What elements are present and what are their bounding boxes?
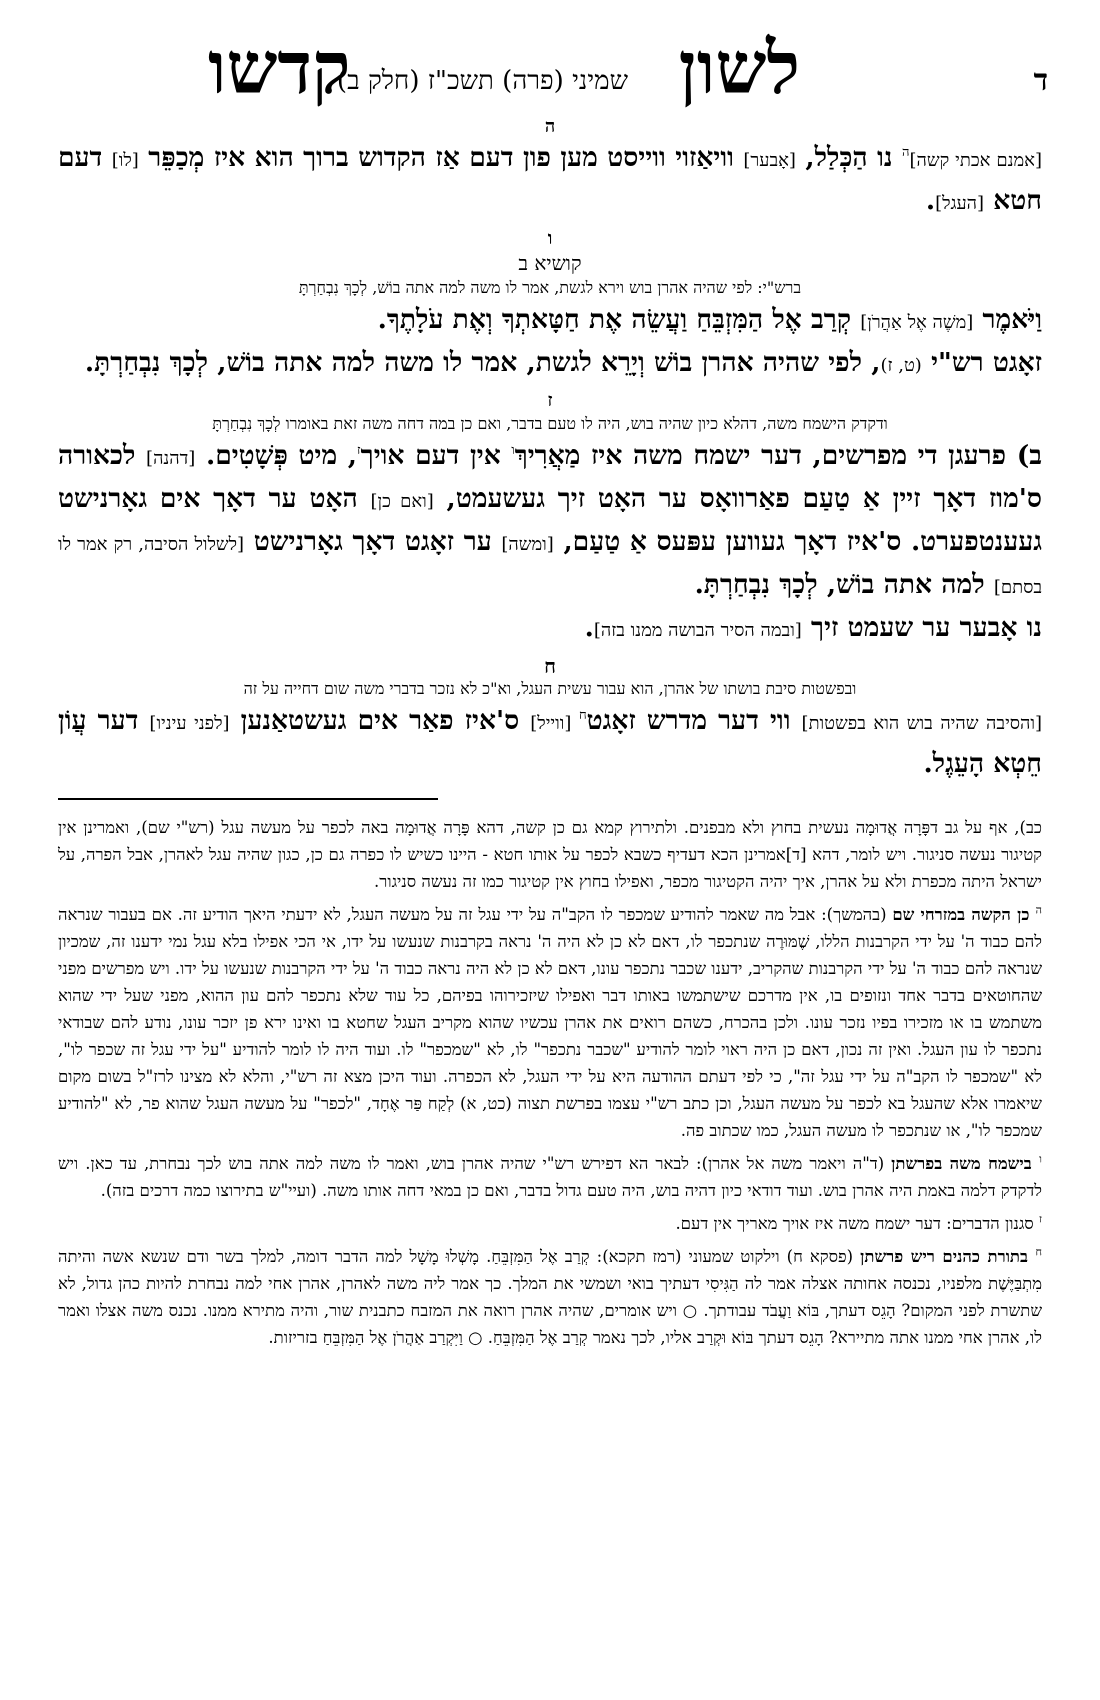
rashi-line xyxy=(58,343,1042,386)
bracket: [דהנה] xyxy=(146,448,196,469)
bracket: [אָבער] xyxy=(743,150,796,171)
pshat-quote: ובפשטות סיבת בושתו של אהרן, הוא עבור עשית העגל, וא"כ לא נזכר בדברי משה שום דחייה על זה xyxy=(243,679,857,698)
text: דעם חטא xyxy=(58,142,1042,216)
footnote-mark: ה xyxy=(901,145,910,161)
page-header xyxy=(60,25,1048,118)
footnote-continued: כב), אף על גב דפָּרָה אֲדוּמָה נעשית בחוץ ולא מבפנים. ולתירוץ קמא גם כן קשה, דהא פָּרָה אֲדוּמָה באה לכפר על מעשה עגל (רש"י שם), ואמרינן אין קטיגור נעשה סניגור. ויש לומר, דהא [ד]אמרינן הכא דעדיף כשבא לכפר על אותו חטא - היינו כשיש לו כפרה גם כן, כגון שהיה עגל לאהרן, אבל הפרה, על ישראל היתה מכפרת ולא על אהרן, איך יהיה הקטיגור מכפר, ואפילו בחוץ אין קטיגור כמו זה נעשה סניגור. xyxy=(58,818,1042,891)
bracket: (ט, ז) xyxy=(880,355,922,376)
footnote-chet xyxy=(58,1243,1042,1351)
text: קְרַב אֶל הַמִּזְבֵּחַ וַעֲשֵׂה אֶת חַטָּאתְךָ וְאֶת עֹלָתֶךָ. xyxy=(377,304,861,335)
footnote-source: בישמח משה בפרשתן xyxy=(891,1154,1040,1173)
bracket: [ומשה] xyxy=(501,534,554,555)
section-chet-paragraph xyxy=(58,701,1042,784)
bracket: [לו] xyxy=(111,150,139,171)
bracket: [העגל] xyxy=(935,193,985,214)
yismach-moshe-quote: ודקדק הישמח משה, דהלא כיון שהיה בוש, היה לו טעם בדבר, ואם כן במה דחה משה זאת באומרו לְכָךְ נִבְחַרְתָּ xyxy=(212,414,888,433)
footnote-vav xyxy=(58,1150,1042,1204)
text: ער זאָגט דאָך גאָרנישט xyxy=(244,526,502,557)
page-number: ד xyxy=(1033,63,1048,98)
header-subtitle: שמיני (פרה) תשכ"ז (חלק ב) xyxy=(336,66,628,96)
footnote-source: כן הקשה במזרחי שם xyxy=(892,905,1036,924)
footnote-text: (פסקא ח) וילקוט שמעוני (רמז תקכא): קְרַב אֶל הַמִּזְבֵּחַ. מָשְׁלוּ מָשָׁל למה הדבר דומה, למלך בשר ודם שנשא אשה והיתה מִתְבַּיֶּשֶׁת מלפניו, נכנסה אחותה אצלה אמר לה הַגִּיסִי דעתיך בואי ושמשי את המלך. כך אמר ליה משה לאהרן, אהרן אחי למה נבחרת להיות כהן גדול, לא שתשרת לפני המקום? הָגֵס דעתך, בּוֹא וַעֲבֹד עבודתך. ○ ויש אומרים, שהיה אהרן רואה את המזבח כתבנית שור, והיה מתירא ממנו. נכנס משה אצלו ואמר לו, אהרן אחי ממנו אתה מתיירא? הָגֵס דעתך בּוֹא וּקְרַב אליו, לכך נאמר קְרַב אֶל הַמִּזְבֵּחַ. ○ וַיִּקְרַב אַהֲרֹן אֶל הַמִּזְבֵּחַ בזריזות. xyxy=(58,1247,1042,1347)
footnote-mark: ה xyxy=(1035,903,1042,917)
text: לכאורה ס'מוז דאָך זיין אַ טַעַם פאַרוואָס ער האָט זיך געשעמט, xyxy=(58,440,1042,514)
bracket: [לשלול הסיבה, רק אמר לו בסתם] xyxy=(58,534,1042,598)
text: אין דעם אויך xyxy=(360,440,512,471)
text: האָט ער דאָך אים גאָרנישט געענטפערט. ס'איז דאָך געווען עפּעס אַ טַעַם, xyxy=(58,483,1042,557)
section-number-vav: ו xyxy=(547,228,553,249)
footnote-zayin xyxy=(58,1210,1042,1237)
footnote-text: (ד"ה ויאמר משה אל אהרן): לבאר הא דפירש רש"י שהיה אהרן בוש, ואמר לו משה למה אתה בוש לכך נבחרת, עד כאן. ויש לדקדק דלמה באמת היה אהרן בוש. ועוד דודאי כיון דהיה בוש, היה טעם גדול בדבר, ואם כן במאי דחה אותו משה. (ועיי"ש בתירוצו כמה דרכים בזה). xyxy=(58,1154,1042,1200)
header-title-right: לשון xyxy=(678,25,800,110)
text: דער עֲוֹן חֵטְא הָעֵגֶל. xyxy=(58,705,1042,779)
text: , מיט פְּשָׁטִים. xyxy=(205,440,358,471)
section-number-chet: ח xyxy=(544,654,556,678)
footnote-mark: ו xyxy=(1039,1152,1042,1166)
bracket: [ובמה הסיר הבושה ממנו בזה] xyxy=(593,620,802,641)
section-number-he: ה xyxy=(544,116,556,137)
text: ס'איז פאַר אים געשטאַנען xyxy=(229,705,531,736)
text: . xyxy=(925,185,936,216)
header-title-left: קדשו xyxy=(208,25,351,110)
rashi-quote: ברש"י: לפי שהיה אהרן בוש וירא לגשת, אמר לו משה למה אתה בוֹשׁ, לְכָךְ נִבְחַרְתָּ xyxy=(298,278,802,297)
footnote-mark: ו xyxy=(511,443,515,459)
bracket: [לפני עיניו] xyxy=(149,713,230,734)
kushya-heading: קושיא ב xyxy=(518,251,582,275)
footnote-he xyxy=(58,901,1042,1144)
main-body xyxy=(58,112,1042,1357)
footnote-text: (בהמשך): אבל מה שאמר להודיע שמכפר לו הקב"ה על ידי עגל זה על מעשה העגל, לא ידעתי היאך הודיע זה. אם בעבור שנראה להם כבוד ה' על ידי הקרבנות הללו, שֶׁמּוּרֶה שנתכפר לו, דאם לא כן לא היה ה' נראה בקרבנות שנעשו על ידו, אי הכי אפילו בלא עגל נמי ידענו זה, שמכיון שנראה להם כבוד ה' על ידי הקרבנות שהקריב, ידענו שכבר נתכפר עונו, דאם לא כן לא היה נראה כבוד ה' על ידי הקרבנות שנעשו על ידו. ויש מפרשים מפני שהחוטאים בדבר אחד ונזופים בו, אין מדרכם שישתמשו באותו דבר ואפילו שיזכירוהו בפיהם, כל עוד שלא נתכפר להם עון ההוא, מפני שעל ידי שהוא משתמש בו או מזכירו בפיו נזכר עונו. ולכן בהכרח, כשהם רואים את אהרן עכשיו שהוא מקריב העגל שחטא בו ואינו ירא פן יזכר עונו, נודע להם שבודאי נתכפר לו עון העגל. ואין זה נכון, דאם כן היה ראוי לומר להודיע "שכבר נתכפר" לו, לא "שמכפר" לו. ועוד היה לו לומר להודיע "על ידי עגל זה שכפר לו", לא "שמכפר לו הקב"ה על ידי עגל זה", כי לפי דעתם ההודעה היא על ידי העגל, לא הכפרה. ועוד היכן מצא זה רש"י, והלא לא מצינו לרז"ל בשום מקום שיאמרו אלא שהעגל בא לכפר על מעשה העגל, וכן כתב רש"י עצמו בפרשת תצוה (כט, א) לְקַח פַּר אֶחָד, "לכפר" על מעשה העגל שהוא פר, לא "להודיע שמכפר לו", או שנתכפר לו מעשה העגל, כמו שכתוב פה. xyxy=(58,905,1042,1140)
text: זאָגט רש"י xyxy=(921,347,1042,378)
bracket: [אמנם אכתי קשה] xyxy=(909,150,1042,171)
footnote-source: בתורת כהנים ריש פרשתן xyxy=(860,1247,1036,1266)
section-he-paragraph xyxy=(58,138,1042,224)
bracket: [משֶׁה אֶל אַהֲרֹן] xyxy=(860,312,974,333)
footnote-mark: ח xyxy=(1035,1245,1042,1259)
section-number-zayin: ז xyxy=(547,390,553,411)
text: נו אָבער ער שעמט זיך xyxy=(801,612,1042,643)
text: וַיֹּאמֶר xyxy=(973,304,1042,335)
text: ווי דער מדרש זאָגט xyxy=(586,705,802,736)
text: למה אתה בוֹשׁ, לְכָךְ נִבְחַרְתָּ. xyxy=(694,569,994,600)
section-zayin-closing xyxy=(58,608,1042,651)
footnote-text: סגנון הדברים: דער ישמח משה איז אויך מאריך אין דעם. xyxy=(675,1214,1039,1233)
text: ב) פרעגן די מפרשים, דער ישמח משה איז מַאֲרִיךְ xyxy=(514,440,1042,471)
footnote-mark: ז xyxy=(357,443,361,459)
text: נו הַכְּלַל, xyxy=(795,142,902,173)
text: . xyxy=(584,612,594,643)
verse-line xyxy=(58,300,1042,343)
text: , לפי שהיה אהרן בוֹשׁ וְיָרֵא לגשת, אמר לו משה למה אתה בוֹשׁ, לְכָךְ נִבְחַרְתָּ. xyxy=(84,347,881,378)
bracket: [ווייל] xyxy=(530,713,579,734)
text: וויאַזוי ווייסט מען פון דעם אַז הקדוש ברוך הוא איז מְכַפֵּר xyxy=(138,142,744,173)
bracket: [ואם כן] xyxy=(370,491,434,512)
bracket: [והסיבה שהיה בוש הוא בפשטות] xyxy=(801,713,1043,734)
footnote-divider xyxy=(58,798,438,800)
footnote-mark: ח xyxy=(578,708,587,724)
footnote-mark: ז xyxy=(1038,1212,1042,1226)
section-zayin-paragraph xyxy=(58,436,1042,608)
